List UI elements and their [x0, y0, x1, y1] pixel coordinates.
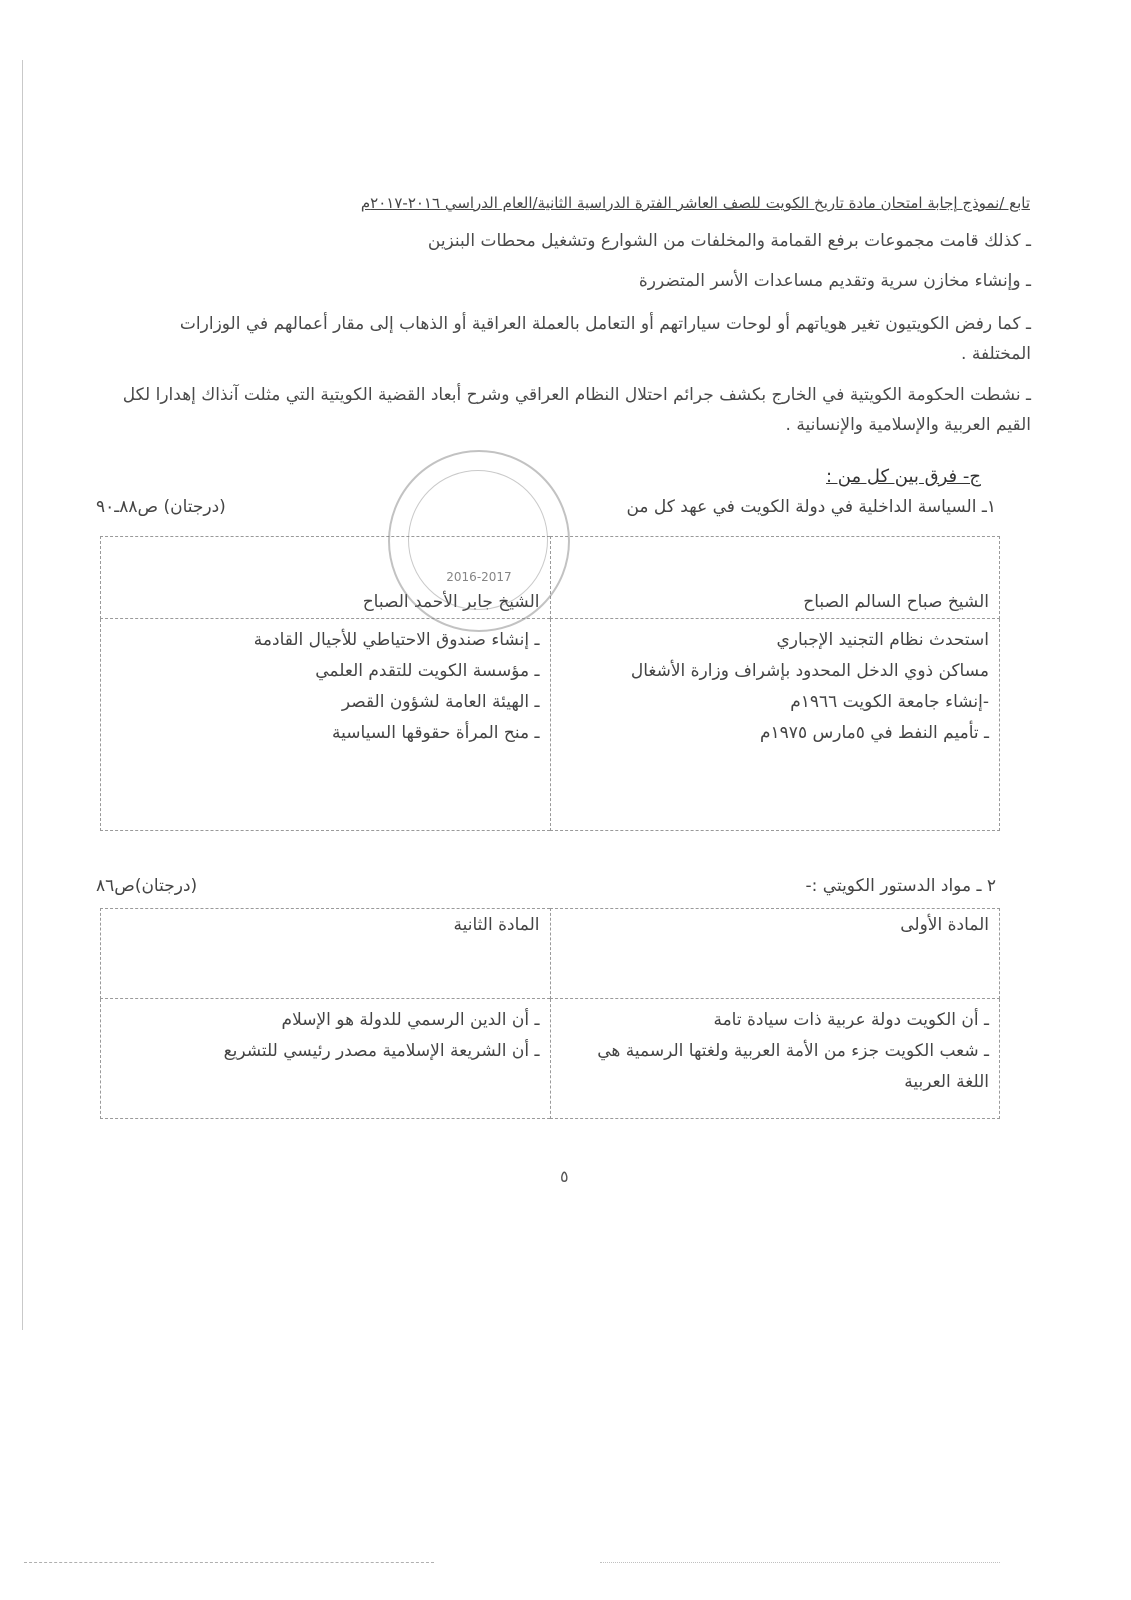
question-1-score: (درجتان) ص٨٨ـ٩٠ — [96, 497, 226, 517]
table-1-cell-left — [101, 619, 551, 831]
table-2-cell-left — [101, 999, 551, 1119]
list-item: ـ أن الشريعة الإسلامية مصدر رئيسي للتشريع — [223, 1041, 540, 1061]
list-item: ـ أن الكويت دولة عربية ذات سيادة تامة — [713, 1010, 989, 1030]
bottom-dotted-line — [600, 1562, 1000, 1564]
question-2-label: ٢ ـ مواد الدستور الكويتي :- — [805, 876, 996, 896]
list-item: ـ منح المرأة حقوقها السياسية — [332, 723, 540, 743]
list-item: ـ شعب الكويت جزء من الأمة العربية ولغتها الرسمية هي اللغة العربية — [597, 1041, 989, 1092]
paragraph-3: ـ كما رفض الكويتيون تغير هوياتهم أو لوحات سياراتهم أو التعامل بالعملة العراقية أو الذهاب إلى مقار أعمالهم في الوزارات المختلفة . — [179, 314, 1031, 364]
table-2-cell-right — [550, 999, 1000, 1119]
bottom-dashed-line — [24, 1562, 434, 1564]
page-header: تابع /نموذج إجابة امتحان مادة تاريخ الكويت للصف العاشر الفترة الدراسية الثانية/العام الدراسي ٢٠١٦-٢٠١٧م — [360, 194, 1030, 212]
list-item: استحدث نظام التجنيد الإجباري — [776, 630, 989, 650]
comparison-table-2 — [100, 908, 1000, 1119]
table-1-header-left: الشيخ جابر الأحمد الصباح — [101, 537, 551, 619]
paragraph-2: ـ وإنشاء مخازن سرية وتقديم مساعدات الأسر المتضررة — [638, 271, 1031, 291]
list-item: ـ إنشاء صندوق الاحتياطي للأجيال القادمة — [253, 630, 540, 650]
list-item: ـ الهيئة العامة لشؤون القصر — [341, 692, 540, 712]
seal-year-text: 2016-2017 — [446, 570, 512, 584]
list-item: مساكن ذوي الدخل المحدود بإشراف وزارة الأشغال — [630, 661, 989, 681]
table-1-header-right: الشيخ صباح السالم الصباح — [550, 537, 1000, 619]
table-1-cell-right — [550, 619, 1000, 831]
list-item: -إنشاء جامعة الكويت ١٩٦٦م — [790, 692, 989, 712]
seal-inner-ring — [408, 470, 548, 610]
table-2-header-right: المادة الأولى — [550, 909, 1000, 999]
section-c-title: ج- فرق بين كل من : — [826, 466, 981, 487]
list-item: ـ مؤسسة الكويت للتقدم العلمي — [315, 661, 540, 681]
question-1-label: ١ـ السياسة الداخلية في دولة الكويت في عهد كل من — [626, 497, 996, 517]
question-2-score: (درجتان)ص٨٦ — [96, 876, 198, 896]
paragraph-4: ـ نشطت الحكومة الكويتية في الخارج بكشف جرائم احتلال النظام العراقي وشرح أبعاد القضية الكويتية التي مثلت آنذاك إهدارا لكل القيم العربية والإسلامية والإنسانية . — [122, 385, 1031, 435]
paragraph-1: ـ كذلك قامت مجموعات برفع القمامة والمخلفات من الشوارع وتشغيل محطات البنزين — [427, 231, 1031, 251]
left-margin-line — [22, 60, 23, 1330]
table-2-header-left: المادة الثانية — [101, 909, 551, 999]
list-item: ـ أن الدين الرسمي للدولة هو الإسلام — [281, 1010, 540, 1030]
page-number: ٥ — [560, 1167, 569, 1186]
question-2-line — [96, 876, 996, 896]
list-item: ـ تأميم النفط في ٥مارس ١٩٧٥م — [760, 723, 989, 743]
official-seal — [388, 450, 570, 632]
